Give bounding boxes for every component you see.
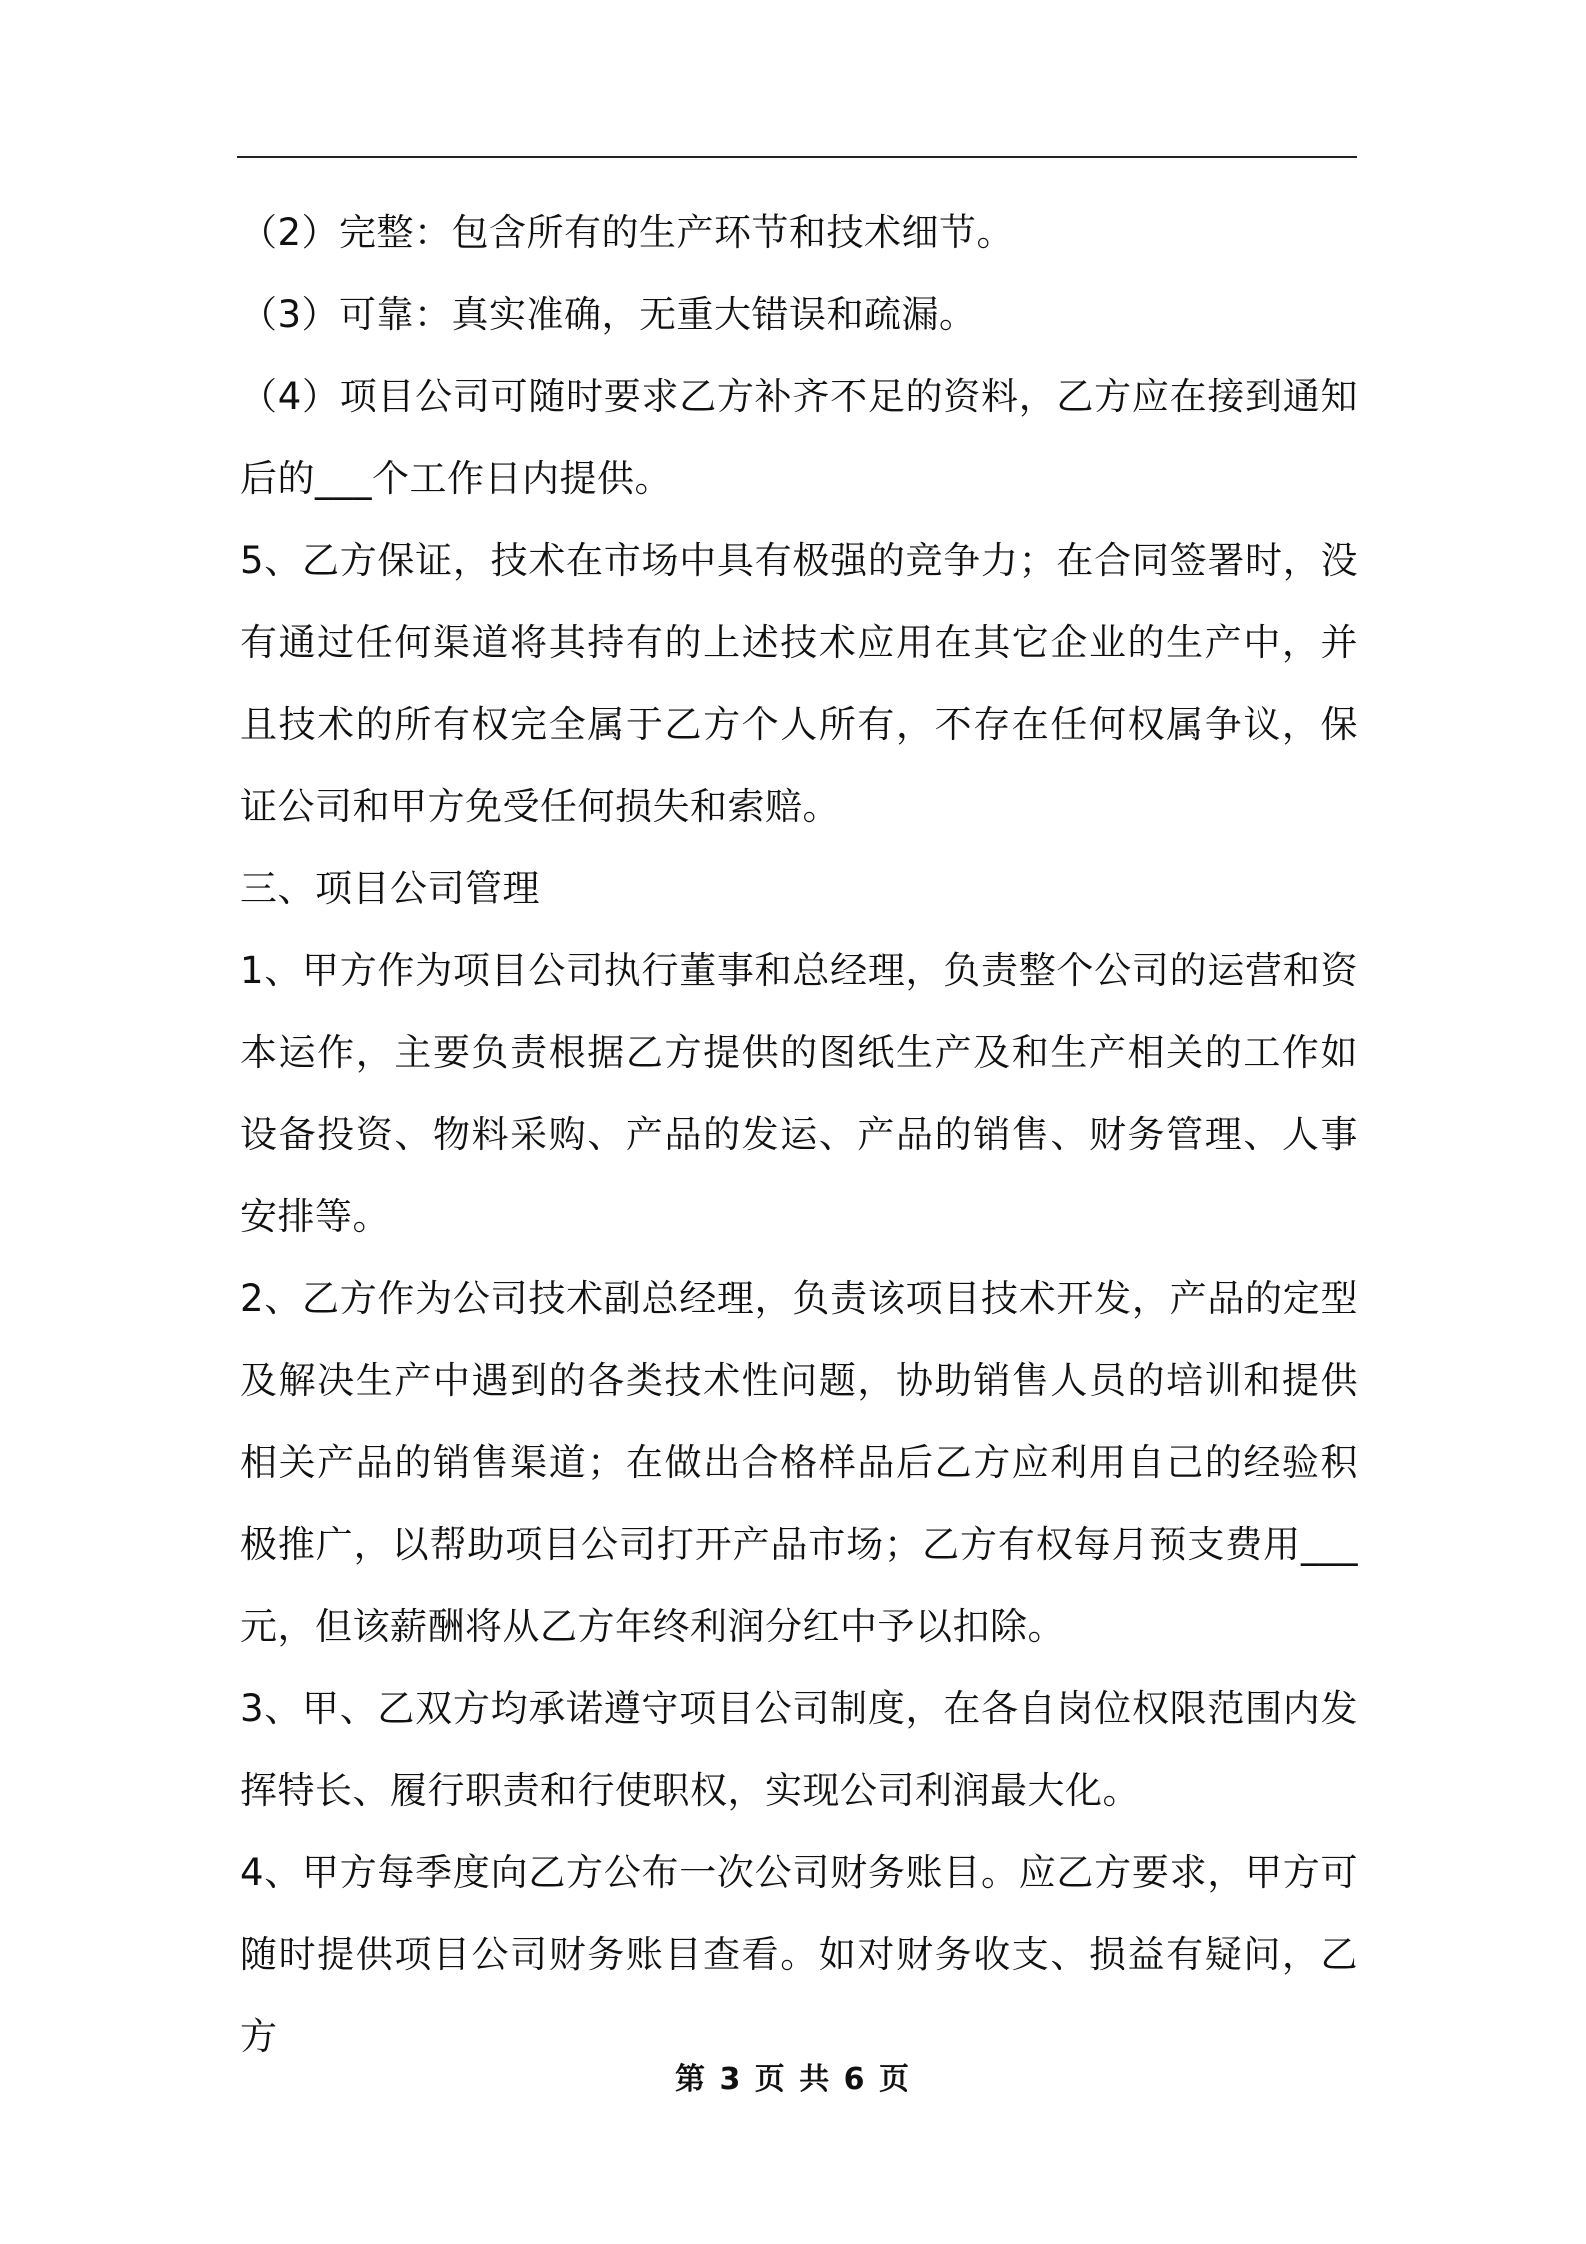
clause-1-party-a-role: 1、甲方作为项目公司执行董事和总经理，负责整个公司的运营和资本运作，主要负责根据乙方提供的图纸生产及和生产相关的工作如设备投资、物料采购、产品的发运、产品的销售、财务管理、人事安排等。: [240, 949, 1358, 1238]
paragraph-3-reliable: （3）可靠：真实准确，无重大错误和疏漏。: [240, 293, 977, 336]
header-rule: [237, 156, 1357, 158]
page-number-footer: 第 3 页 共 6 页: [675, 2062, 911, 2097]
section-heading-management: 三、项目公司管理: [240, 867, 540, 910]
paragraph-4-supplement: （4）项目公司可随时要求乙方补齐不足的资料，乙方应在接到通知后的___个工作日内提供。: [240, 375, 1358, 500]
clause-2-party-b-role: 2、乙方作为公司技术副总经理，负责该项目技术开发，产品的定型及解决生产中遇到的各类技术性问题，协助销售人员的培训和提供相关产品的销售渠道；在做出合格样品后乙方应利用自己的经验积极推广，以帮助项目公司打开产品市场；乙方有权每月预支费用___元，但该薪酬将从乙方年终利润分红中予以扣除。: [240, 1277, 1358, 1648]
document-body: [240, 192, 1358, 2078]
paragraph-2-complete: （2）完整：包含所有的生产环节和技术细节。: [240, 211, 1015, 254]
clause-3-compliance: 3、甲、乙双方均承诺遵守项目公司制度，在各自岗位权限范围内发挥特长、履行职责和行使职权，实现公司利润最大化。: [240, 1687, 1358, 1812]
clause-4-financial-disclosure: 4、甲方每季度向乙方公布一次公司财务账目。应乙方要求，甲方可随时提供项目公司财务账目查看。如对财务收支、损益有疑问，乙方: [240, 1851, 1358, 2058]
clause-5-guarantee: 5、乙方保证，技术在市场中具有极强的竞争力；在合同签署时，没有通过任何渠道将其持有的上述技术应用在其它企业的生产中，并且技术的所有权完全属于乙方个人所有，不存在任何权属争议，保证公司和甲方免受任何损失和索赔。: [240, 539, 1358, 828]
